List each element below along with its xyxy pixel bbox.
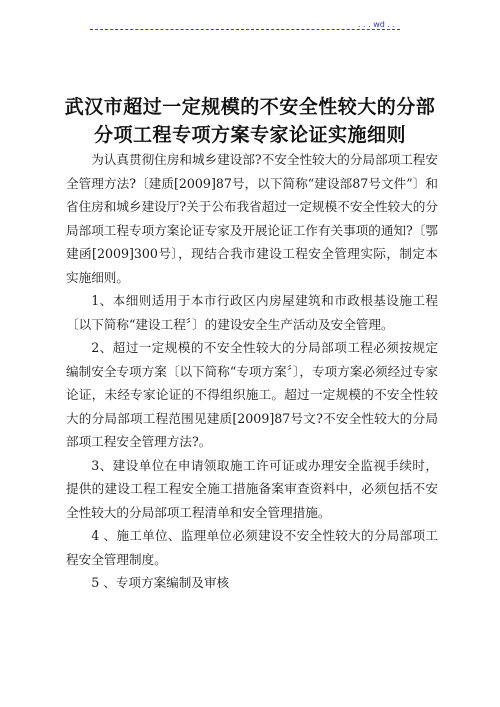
paragraph-intro: 为认真贯彻住房和城乡建设部?不安全性较大的分局部项工程安全管理方法?〔建质[2009]87号，以下简称“建设部87号文件”〕和省住房和城乡建设厅?关于公布我省超过一定规模不安全性较大的分局部项工程专项方案论证专家及开展论证工作有关事项的通知?〔鄂建函[2009]300号〕，现结合我市建设工程安全管理实际，制定本实施细则。 — [66, 152, 438, 285]
header-mark: . . . wd . . — [357, 20, 395, 29]
paragraph-5: 5 、专项方案编制及审核 — [91, 575, 230, 590]
document-body — [66, 148, 438, 595]
header-rule — [90, 29, 400, 30]
paragraph-3: 3、建设单位在申请领取施工许可证或办理安全监视手续时，提供的建设工程工程安全施工措施备案审查资料中，必须包括不安全性较大的分局部项工程清单和安全管理措施。 — [66, 457, 438, 520]
paragraph-2: 2、超过一定规模的不安全性较大的分局部项工程必须按规定编制安全专项方案〔以下简称“专项方案〞〕，专项方案必须经过专家论证，未经专家论证的不得组织施工。超过一定规模的不安全性较大的分局部项工程范围见建质[2009]87号文?不安全性较大的分局部项工程安全管理方法?。 — [66, 340, 438, 449]
document-title-line-1: 武汉市超过一定规模的不安全性较大的分部 — [64, 96, 436, 118]
paragraph-1: 1、本细则适用于本市行政区内房屋建筑和市政根基设施工程〔以下简称“建设工程〞〕的建设安全生产活动及安全管理。 — [66, 293, 438, 332]
document-title-line-2: 分项工程专项方案专家论证实施细则 — [93, 124, 406, 146]
paragraph-4: 4 、施工单位、监理单位必须建设不安全性较大的分局部项工程安全管理制度。 — [66, 528, 438, 567]
